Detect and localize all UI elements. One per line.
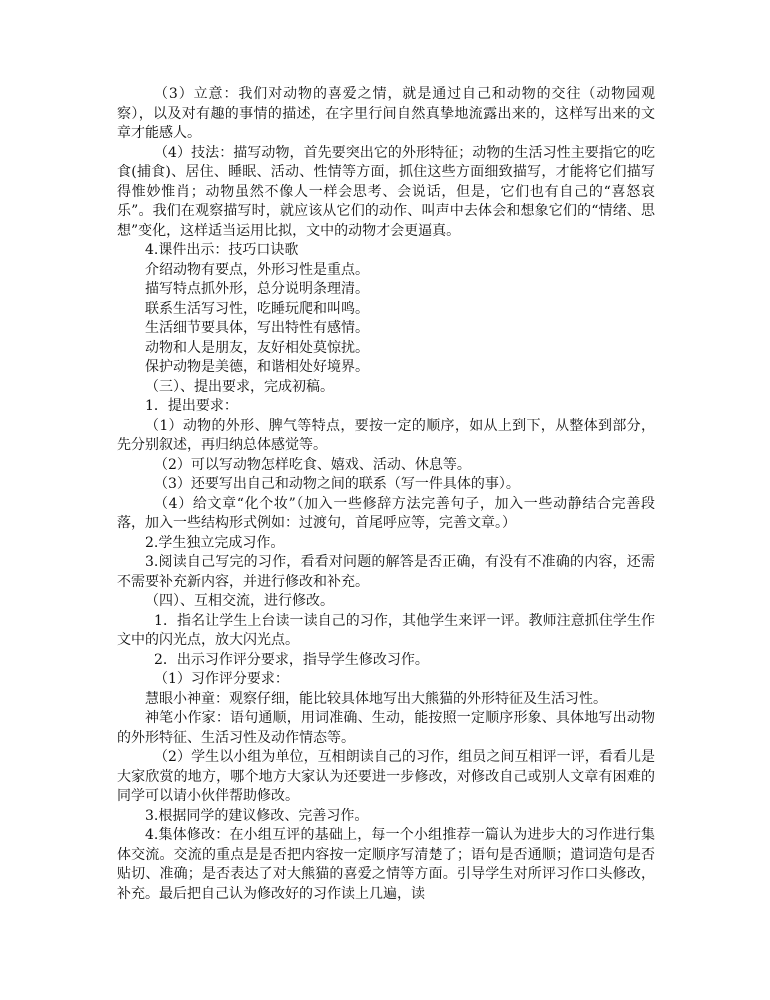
paragraph: 2．出示习作评分要求，指导学生修改习作。: [154, 651, 429, 668]
paragraph: 生活细节要具体，写出特性有感情。: [145, 320, 369, 336]
paragraph: 1．提出要求：: [145, 398, 238, 414]
paragraph: （三）、提出要求，完成初稿。: [145, 378, 334, 395]
paragraph: 3.阅读自己写完的习作，看看对问题的解答是否正确，有没有不准确的内容，还需不需要补充新内容，并进行修改和补充。: [117, 554, 655, 590]
paragraph: （2）可以写动物怎样吃食、嬉戏、活动、休息等。: [154, 456, 471, 473]
paragraph: （4）技法：描写动物，首先要突出它的外形特征；动物的生活习性主要指它的吃食(捕食)、居住、睡眠、活动、性情等方面，抓住这些方面细致描写，才能将它们描写得惟妙惟肖；动物虽然不像人一样会思考、会说话，但是，它们也有自己的“喜怒哀乐”。我们在观察描写时，就应该从它们的动作、叫声中去体会和想象它们的“情绪、思想”变化，这样适当运用比拟，文中的动物才会更逼真。: [117, 144, 655, 239]
paragraph: （1）动物的外形、脾气等特点，要按一定的顺序，如从上到下，从整体到部分，先分别叙述，再归纳总体感觉等。: [117, 417, 655, 453]
paragraph: 2.学生独立完成习作。: [145, 534, 285, 551]
paragraph: （4）给文章“化个妆”（加入一些修辞方法完善句子，加入一些动静结合完善段落，加入一些结构形式例如：过渡句，首尾呼应等，完善文章。）: [117, 495, 655, 531]
paragraph: 神笔小作家：语句通顺，用词准确、生动，能按照一定顺序形象、具体地写出动物的外形特征、生活习性及动作情态等。: [117, 710, 655, 746]
paragraph: 慧眼小神童：观察仔细，能比较具体地写出大熊猫的外形特征及生活习性。: [145, 690, 607, 707]
paragraph: 1．指名让学生上台读一读自己的习作，其他学生来评一评。教师注意抓住学生作文中的闪光点，放大闪光点。: [117, 612, 655, 648]
paragraph: （3）立意：我们对动物的喜爱之情，就是通过自己和动物的交往（动物园观察），以及对有趣的事情的描述，在字里行间自然真挚地流露出来的，这样写出来的文章才能感人。: [117, 86, 655, 141]
paragraph: 4.课件出示：技巧口诀歌: [145, 242, 299, 258]
paragraph: 保护动物是美德，和谐相处好境界。: [145, 359, 369, 375]
paragraph: （2）学生以小组为单位，互相朗读自己的习作，组员之间互相评一评，看看儿是大家欣赏的地方，哪个地方大家认为还要进一步修改，对修改自己或别人文章有困难的同学可以请小伙伴帮助修改。: [117, 749, 655, 804]
paragraph: 4.集体修改：在小组互评的基础上，每一个小组推荐一篇认为进步大的习作进行集体交流。交流的重点是是否把内容按一定顺序写清楚了；语句是否通顺；遣词造句是否贴切、准确；是否表达了对大熊猫的喜爱之情等方面。引导学生对所评习作口头修改，补充。最后把自己认为修改好的习作读上几遍，读: [117, 827, 655, 902]
paragraph: 动物和人是朋友，友好相处莫惊扰。: [145, 339, 369, 356]
paragraph: 3.根据同学的建议修改、完善习作。: [145, 807, 369, 824]
paragraph: 介绍动物有要点，外形习性是重点。: [145, 261, 369, 278]
paragraph: （3）还要写出自己和动物之间的联系（写一件具体的事）。: [154, 476, 520, 492]
paragraph: （1）习作评分要求：: [154, 671, 289, 687]
document-body: [117, 85, 655, 904]
paragraph: 联系生活写习性，吃睡玩爬和叫鸣。: [145, 300, 369, 317]
paragraph: 描写特点抓外形，总分说明条理清。: [145, 281, 369, 297]
paragraph: （四）、互相交流，进行修改。: [145, 593, 334, 609]
